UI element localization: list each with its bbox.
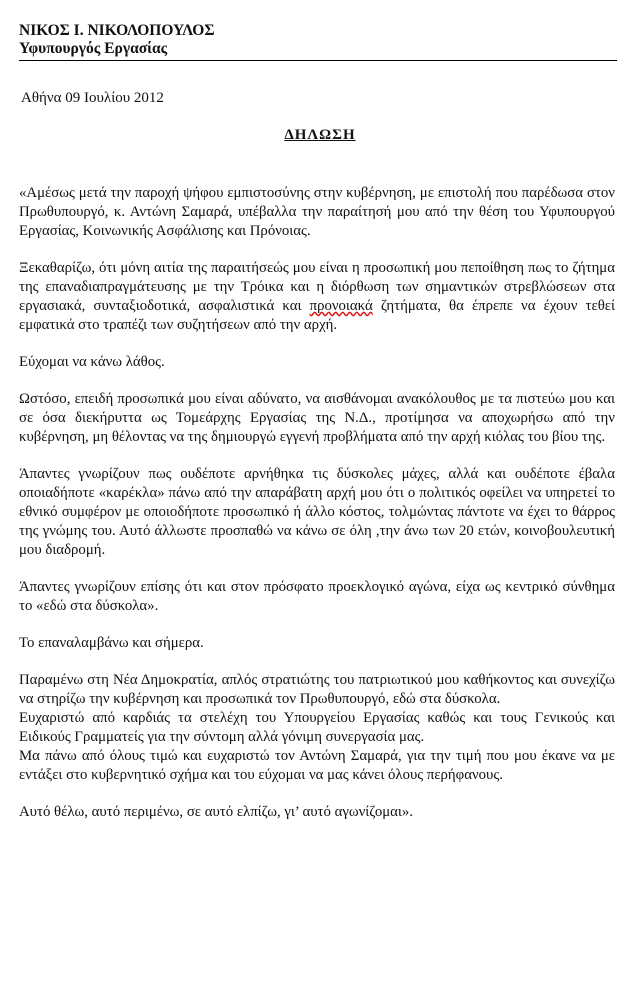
misspelled-word: προνοιακά	[309, 298, 373, 314]
paragraph-2-part-b: ζητήματα, θα έπρεπε να έχουν τεθεί εμφατικά στο τραπέζι των συζητήσεων από την αρχή.	[19, 298, 615, 333]
author-name: ΝΙΚΟΣ Ι. ΝΙΚΟΛΟΠΟΥΛΟΣ	[19, 22, 215, 39]
author-header	[19, 22, 215, 58]
paragraph-4: Ωστόσο, επειδή προσωπικά μου είναι αδύνατο, να αισθάνομαι ανακόλουθος με τα πιστεύω μου και σε όσα διεκήρυττα ως Τομεάρχης Εργασίας της Ν.Δ., προτίμησα να αποχωρήσω από την κυβέρνηση, μη θέλοντας να της δημιουργώ εγγενή προβλήματα από την αρχή κιόλας του βίου της.	[19, 391, 615, 445]
paragraph-3: Εύχομαι να κάνω λάθος.	[19, 354, 165, 370]
paragraph-2	[19, 259, 615, 335]
paragraph-6: Άπαντες γνωρίζουν επίσης ότι και στον πρόσφατο προεκλογικό αγώνα, είχα ως κεντρικό σύνθημα το «εδώ στα δύσκολα».	[19, 579, 615, 614]
paragraph-10: Μα πάνω από όλους τιμώ και ευχαριστώ τον Αντώνη Σαμαρά, για την τιμή που μου έκανε να με εντάξει στο κυβερνητικό σχήμα και του εύχομαι να μας κάνει όλους περήφανους.	[19, 748, 615, 783]
statement-body	[19, 184, 615, 840]
paragraph-9: Ευχαριστώ από καρδιάς τα στελέχη του Υπουργείου Εργασίας καθώς και τους Γενικούς και Ειδικούς Γραμματείς για την σύντομη αλλά γόνιμη συνεργασία μας.	[19, 710, 615, 745]
header-divider	[19, 60, 617, 61]
author-role: Υφυπουργός Εργασίας	[19, 40, 168, 57]
paragraph-11: Αυτό θέλω, αυτό περιμένω, σε αυτό ελπίζω, γι’ αυτό αγωνίζομαι».	[19, 804, 414, 820]
paragraph-1: «Αμέσως μετά την παροχή ψήφου εμπιστοσύνης στην κυβέρνηση, με επιστολή που παρέδωσα στον Πρωθυπουργό, κ. Αντώνη Σαμαρά, υπέβαλλα την παραίτησή μου από την θέση του Υφυπουργού Εργασίας, Κοινωνικής Ασφάλισης και Πρόνοιας.	[19, 185, 615, 239]
paragraph-8: Παραμένω στη Νέα Δημοκρατία, απλός στρατιώτης του πατριωτικού μου καθήκοντος και συνεχίζω να στηρίζω την κυβέρνηση και προσωπικά τον Πρωθυπουργό, εδώ στα δύσκολα.	[19, 672, 615, 707]
document-title: ΔΗΛΩΣΗ	[284, 127, 356, 143]
paragraph-7: Το επαναλαμβάνω και σήμερα.	[19, 635, 204, 651]
document-date: Αθήνα 09 Ιουλίου 2012	[21, 90, 164, 106]
paragraph-2-part-a: Ξεκαθαρίζω, ότι μόνη αιτία της παραιτήσεώς μου είναι η προσωπική μου πεποίθηση πως το ζήτημα της επαναδιαπραγμάτευσης με την Τρόικα και η διόρθωση των σημαντικών στρεβλώσεων στα εργασιακά, συνταξιοδοτικά, ασφαλιστικά και	[19, 260, 615, 314]
paragraph-5: Άπαντες γνωρίζουν πως ουδέποτε αρνήθηκα τις δύσκολες μάχες, αλλά και ουδέποτε έβαλα οποιαδήποτε «καρέκλα» πάνω από την απαράβατη αρχή μου ότι ο πολιτικός οφείλει να υπηρετεί το εθνικό συμφέρον με οποιοδήποτε προσωπικό ή άλλο κόστος, τολμώντας πάντοτε να έχει το θάρρος της γνώμης του. Αυτό άλλωστε προσπαθώ να κάνω σε όλη ,την άνω των 20 ετών, κοινοβουλευτική μου διαδρομή.	[19, 466, 615, 558]
